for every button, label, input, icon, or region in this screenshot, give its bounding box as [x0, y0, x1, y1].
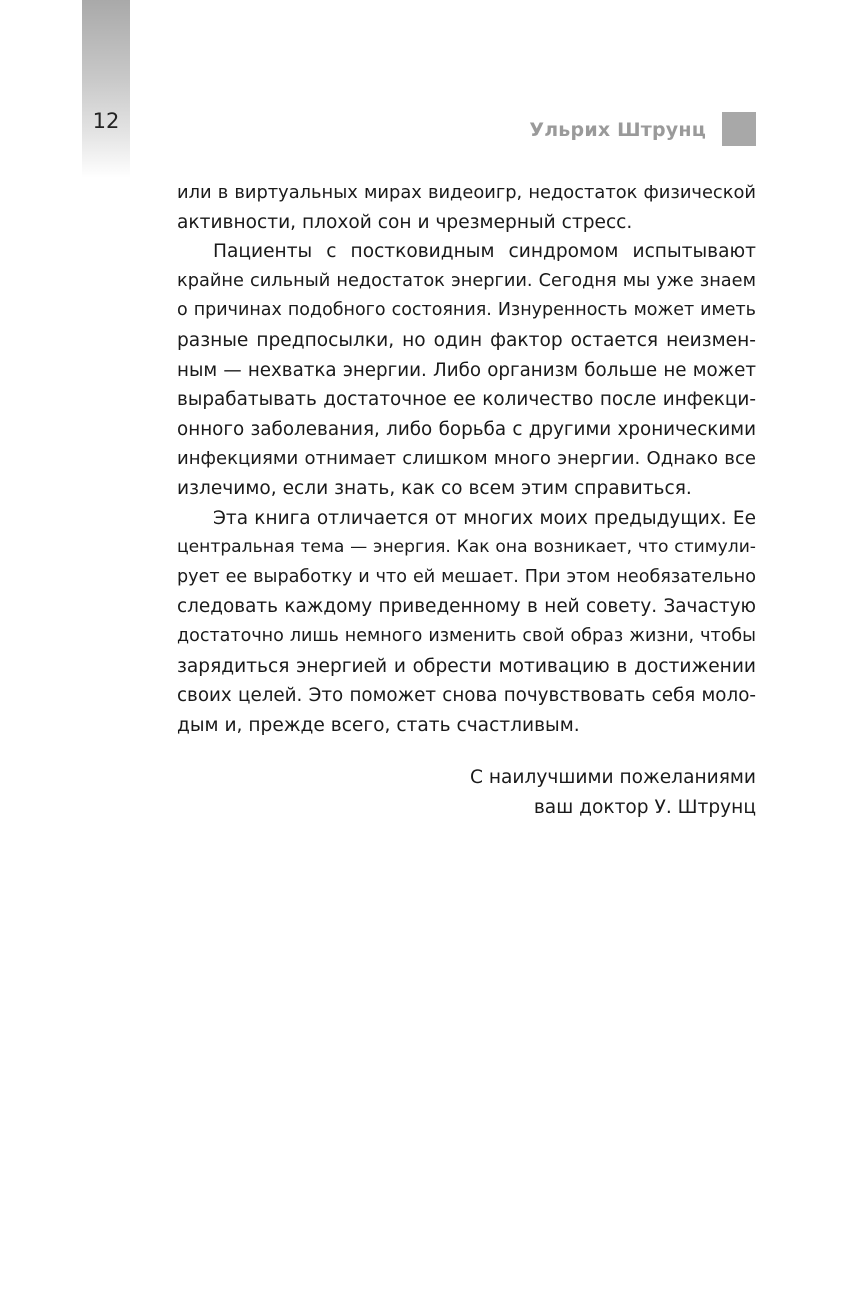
- text-line: ным — нехватка энергии. Либо организм больше не может: [177, 359, 756, 381]
- text-line: онного заболевания, либо борьба с другими хроническими: [177, 418, 756, 440]
- header-square-decoration: [722, 112, 756, 146]
- paragraph-1: [177, 178, 756, 237]
- body-text: [177, 178, 756, 740]
- side-tab-decoration: [82, 0, 130, 178]
- text-line: крайне сильный недостаток энергии. Сегодня мы уже знаем: [177, 270, 756, 291]
- text-line: активности, плохой сон и чрезмерный стресс.: [177, 211, 633, 233]
- text-line: зарядиться энергией и обрести мотивацию в достижении: [177, 655, 756, 677]
- signature: [470, 763, 756, 823]
- text-line: о причинах подобного состояния. Изнуренность может иметь: [177, 300, 756, 321]
- text-line: рует ее выработку и что ей мешает. При этом необязательно: [177, 566, 756, 587]
- page-number: 12: [92, 109, 120, 133]
- text-line: следовать каждому приведенному в ней совету. Зачастую: [177, 596, 756, 618]
- text-line: или в виртуальных мирах видеоигр, недостаток физической: [177, 182, 756, 203]
- text-line: Пациенты с постковидным синдромом испытывают: [213, 241, 756, 263]
- paragraph-2: [177, 237, 756, 503]
- text-line: своих целей. Это поможет снова почувствовать себя моло-: [177, 685, 756, 707]
- running-head-author: Ульрих Штрунц: [529, 119, 706, 141]
- text-line: излечимо, если знать, как со всем этим справиться.: [177, 477, 692, 499]
- text-line: разные предпосылки, но один фактор остается неизмен-: [177, 329, 756, 351]
- signature-line-1: С наилучшими пожеланиями: [469, 767, 756, 788]
- text-line: дым и, прежде всего, стать счастливым.: [177, 714, 580, 736]
- signature-line-2: ваш доктор У. Штрунц: [533, 797, 756, 818]
- text-line: достаточно лишь немного изменить свой образ жизни, чтобы: [177, 625, 756, 646]
- text-line: инфекциями отнимает слишком много энергии. Однако все: [177, 448, 756, 470]
- text-line: центральная тема — энергия. Как она возникает, что стимули-: [177, 537, 756, 558]
- paragraph-3: [177, 504, 756, 741]
- text-line: Эта книга отличается от многих моих предыдущих. Ее: [213, 507, 756, 529]
- text-line: вырабатывать достаточное ее количество после инфекци-: [177, 389, 756, 411]
